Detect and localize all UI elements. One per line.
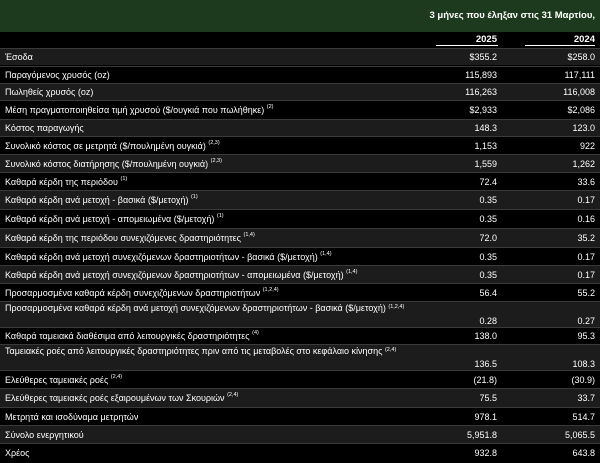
row-label-text: Καθαρά κέρδη ανά μετοχή συνεχιζόμενων δραστηριοτήτων - βασικά ($/μετοχή) (5, 252, 318, 262)
row-label (5, 375, 122, 385)
footnote-ref: (2,3) (210, 158, 222, 164)
value-2024: 35.2 (577, 233, 595, 243)
value-2025: 115,893 (465, 70, 497, 80)
value-2024: 0.17 (577, 270, 595, 280)
value-2024: 55.2 (577, 288, 595, 298)
row-label-text: Ταμειακές ροές από λειτουργικές δραστηριότητες πριν από τις μεταβολές στο κεφάλαιο κίνησης (5, 346, 383, 356)
row-label (5, 177, 127, 187)
row-label-text: Έσοδα (5, 52, 33, 62)
row-label (5, 195, 198, 205)
value-2024: $258.0 (567, 52, 595, 62)
row-label-text: Συνολικό κόστος σε μετρητά ($/πουλημένη ουγκιά) (5, 141, 206, 151)
value-2024: 0.17 (577, 252, 595, 262)
value-2025: 978.1 (474, 412, 497, 422)
table-row (0, 425, 600, 444)
row-label (5, 52, 33, 62)
table-row (0, 283, 600, 302)
row-label (5, 347, 415, 356)
row-label-text: Ελεύθερες ταμειακές ροές (5, 375, 109, 385)
row-label-text: Καθαρά κέρδη ανά μετοχή συνεχιζόμενων δραστηριοτήτων - απομειωμένα ($/μετοχή) (5, 270, 344, 280)
value-2025: 0.28 (479, 316, 497, 326)
table-row (0, 265, 600, 284)
value-2024: (30.9) (571, 375, 595, 385)
table-header (0, 0, 600, 32)
row-label-text: Συνολικό κόστος διατήρησης ($/πουλημένη ουγκιά) (5, 159, 209, 169)
row-label-text: Προσαρμοσμένα καθαρά κέρδη ανά μετοχή συνεχιζόμενων δραστηριοτήτων - βασικά ($/μετοχή) (5, 303, 386, 313)
row-label-text: Παραγόμενος χρυσός (oz) (5, 70, 110, 80)
table-row (0, 190, 600, 210)
value-2025: $355.2 (469, 52, 497, 62)
footnote-ref: (1,2,4) (262, 287, 279, 293)
table-row (0, 228, 600, 248)
row-label (5, 304, 415, 313)
row-label (5, 412, 138, 422)
row-label-text: Καθαρά ταμειακά διαθέσιμα από λειτουργικές δραστηριότητες (5, 331, 250, 341)
row-label-text: Χρέος (5, 448, 30, 458)
table-row (0, 100, 600, 120)
value-2024: 33.7 (577, 393, 595, 403)
footnote-ref: (2,4) (227, 392, 239, 398)
period-title: 3 μήνες που έληξαν στις 31 Μαρτίου, (429, 10, 595, 21)
value-2024: 117,111 (564, 70, 595, 80)
table-row (0, 344, 600, 371)
row-label (5, 430, 84, 440)
table-row (0, 119, 600, 137)
value-2024: 95.3 (577, 331, 595, 341)
footnote-ref: (1,4) (243, 232, 255, 238)
value-2024: 33.6 (577, 177, 595, 187)
value-2024: 922 (579, 141, 595, 151)
value-2025: 1,559 (474, 159, 497, 169)
value-2025: 0.35 (479, 195, 497, 205)
value-2025: 56.4 (479, 288, 497, 298)
row-label-text: Προσαρμοσμένα καθαρά κέρδη συνεχιζόμενων δραστηριοτήτων (5, 288, 261, 298)
footnote-ref: (1,4) (346, 269, 358, 275)
row-label (5, 270, 357, 280)
value-2025: 72.0 (479, 233, 497, 243)
value-2024: 0.27 (577, 316, 595, 326)
footnote-ref: (2,4) (384, 347, 397, 353)
value-2024: 1,262 (572, 159, 595, 169)
row-label (5, 233, 255, 243)
year-2025-header: 2025 (475, 34, 497, 45)
value-2025: 932.8 (474, 448, 497, 458)
row-label-text: Μετρητά και ισοδύναμα μετρητών (5, 412, 139, 422)
table-row (0, 443, 600, 462)
row-label-text: Καθαρά κέρδη της περιόδου (5, 177, 118, 187)
row-label (5, 141, 220, 151)
table-row (0, 301, 600, 328)
value-2024: 123.0 (572, 123, 595, 133)
footnote-ref: (2) (266, 104, 274, 110)
value-2024: $2,086 (567, 105, 595, 115)
value-2025: 116,263 (465, 87, 497, 97)
row-label (5, 214, 224, 224)
table-row (0, 154, 600, 173)
table-row (0, 407, 600, 426)
value-2024: 0.16 (577, 214, 595, 224)
row-label (5, 70, 110, 80)
value-2024: 643.8 (572, 448, 595, 458)
row-label (5, 252, 332, 262)
year-2025-underline (436, 45, 498, 46)
year-2024-header: 2024 (573, 34, 595, 45)
value-2025: 5,951.8 (466, 430, 497, 440)
row-label-text: Κόστος παραγωγής (5, 123, 84, 133)
footnote-ref: (1) (216, 213, 224, 219)
value-2025: 1,153 (474, 141, 497, 151)
value-2025: $2,933 (469, 105, 497, 115)
year-2024-underline (525, 45, 595, 46)
row-label (5, 105, 274, 115)
value-2025: 72.4 (479, 177, 497, 187)
value-2024: 116,008 (563, 87, 595, 97)
table-row (0, 209, 600, 229)
value-2024: 0.17 (577, 195, 595, 205)
row-label (5, 393, 238, 403)
row-label (5, 288, 279, 298)
table-row (0, 388, 600, 408)
table-row (0, 370, 600, 389)
value-2024: 514.7 (572, 412, 595, 422)
row-label-text: Σύνολο ενεργητικού (5, 430, 84, 440)
footnote-ref: (2,3) (208, 140, 220, 146)
footnote-ref: (1,2,4) (388, 304, 405, 310)
table-row (0, 48, 600, 65)
table-row (0, 247, 600, 266)
row-label (5, 123, 84, 133)
footnote-ref: (1) (120, 176, 128, 182)
footnote-ref: (2,4) (110, 374, 123, 380)
value-2024: 5,065.5 (564, 430, 595, 440)
value-2024: 108.3 (572, 359, 595, 369)
table-row (0, 66, 600, 84)
row-label-text: Καθαρά κέρδη ανά μετοχή - βασικά ($/μετοχή) (5, 195, 189, 205)
table-row (0, 83, 600, 101)
value-2025: 0.35 (479, 252, 497, 262)
value-2025: 148.3 (474, 123, 497, 133)
value-2025: 138.0 (474, 331, 497, 341)
table-row (0, 327, 600, 345)
table-row (0, 172, 600, 191)
row-label (5, 448, 29, 458)
row-label (5, 331, 259, 341)
row-label-text: Ελεύθερες ταμειακές ροές εξαιρουμένων των Σκουριών (5, 393, 225, 403)
row-label-text: Πωληθείς χρυσός (oz) (5, 87, 94, 97)
footnote-ref: (1,4) (320, 251, 332, 257)
value-2025: 75.5 (479, 393, 497, 403)
value-2025: 136.5 (474, 359, 497, 369)
row-label-text: Καθαρά κέρδη ανά μετοχή - απομειωμένα ($/μετοχή) (5, 214, 215, 224)
value-2025: (21.8) (473, 375, 497, 385)
year-header-row (0, 32, 600, 46)
footnote-ref: (1) (190, 194, 198, 200)
value-2025: 0.35 (479, 214, 497, 224)
table-row (0, 136, 600, 155)
row-label-text: Καθαρά κέρδη της περιόδου συνεχιζόμενες δραστηριότητες (5, 233, 241, 243)
footnote-ref: (4) (252, 330, 259, 336)
row-label (5, 87, 93, 97)
row-label (5, 159, 222, 169)
value-2025: 0.35 (479, 270, 497, 280)
row-label-text: Μέση πραγματοποιηθείσα τιμή χρυσού ($/ουγκιά που πωλήθηκε) (5, 105, 265, 115)
